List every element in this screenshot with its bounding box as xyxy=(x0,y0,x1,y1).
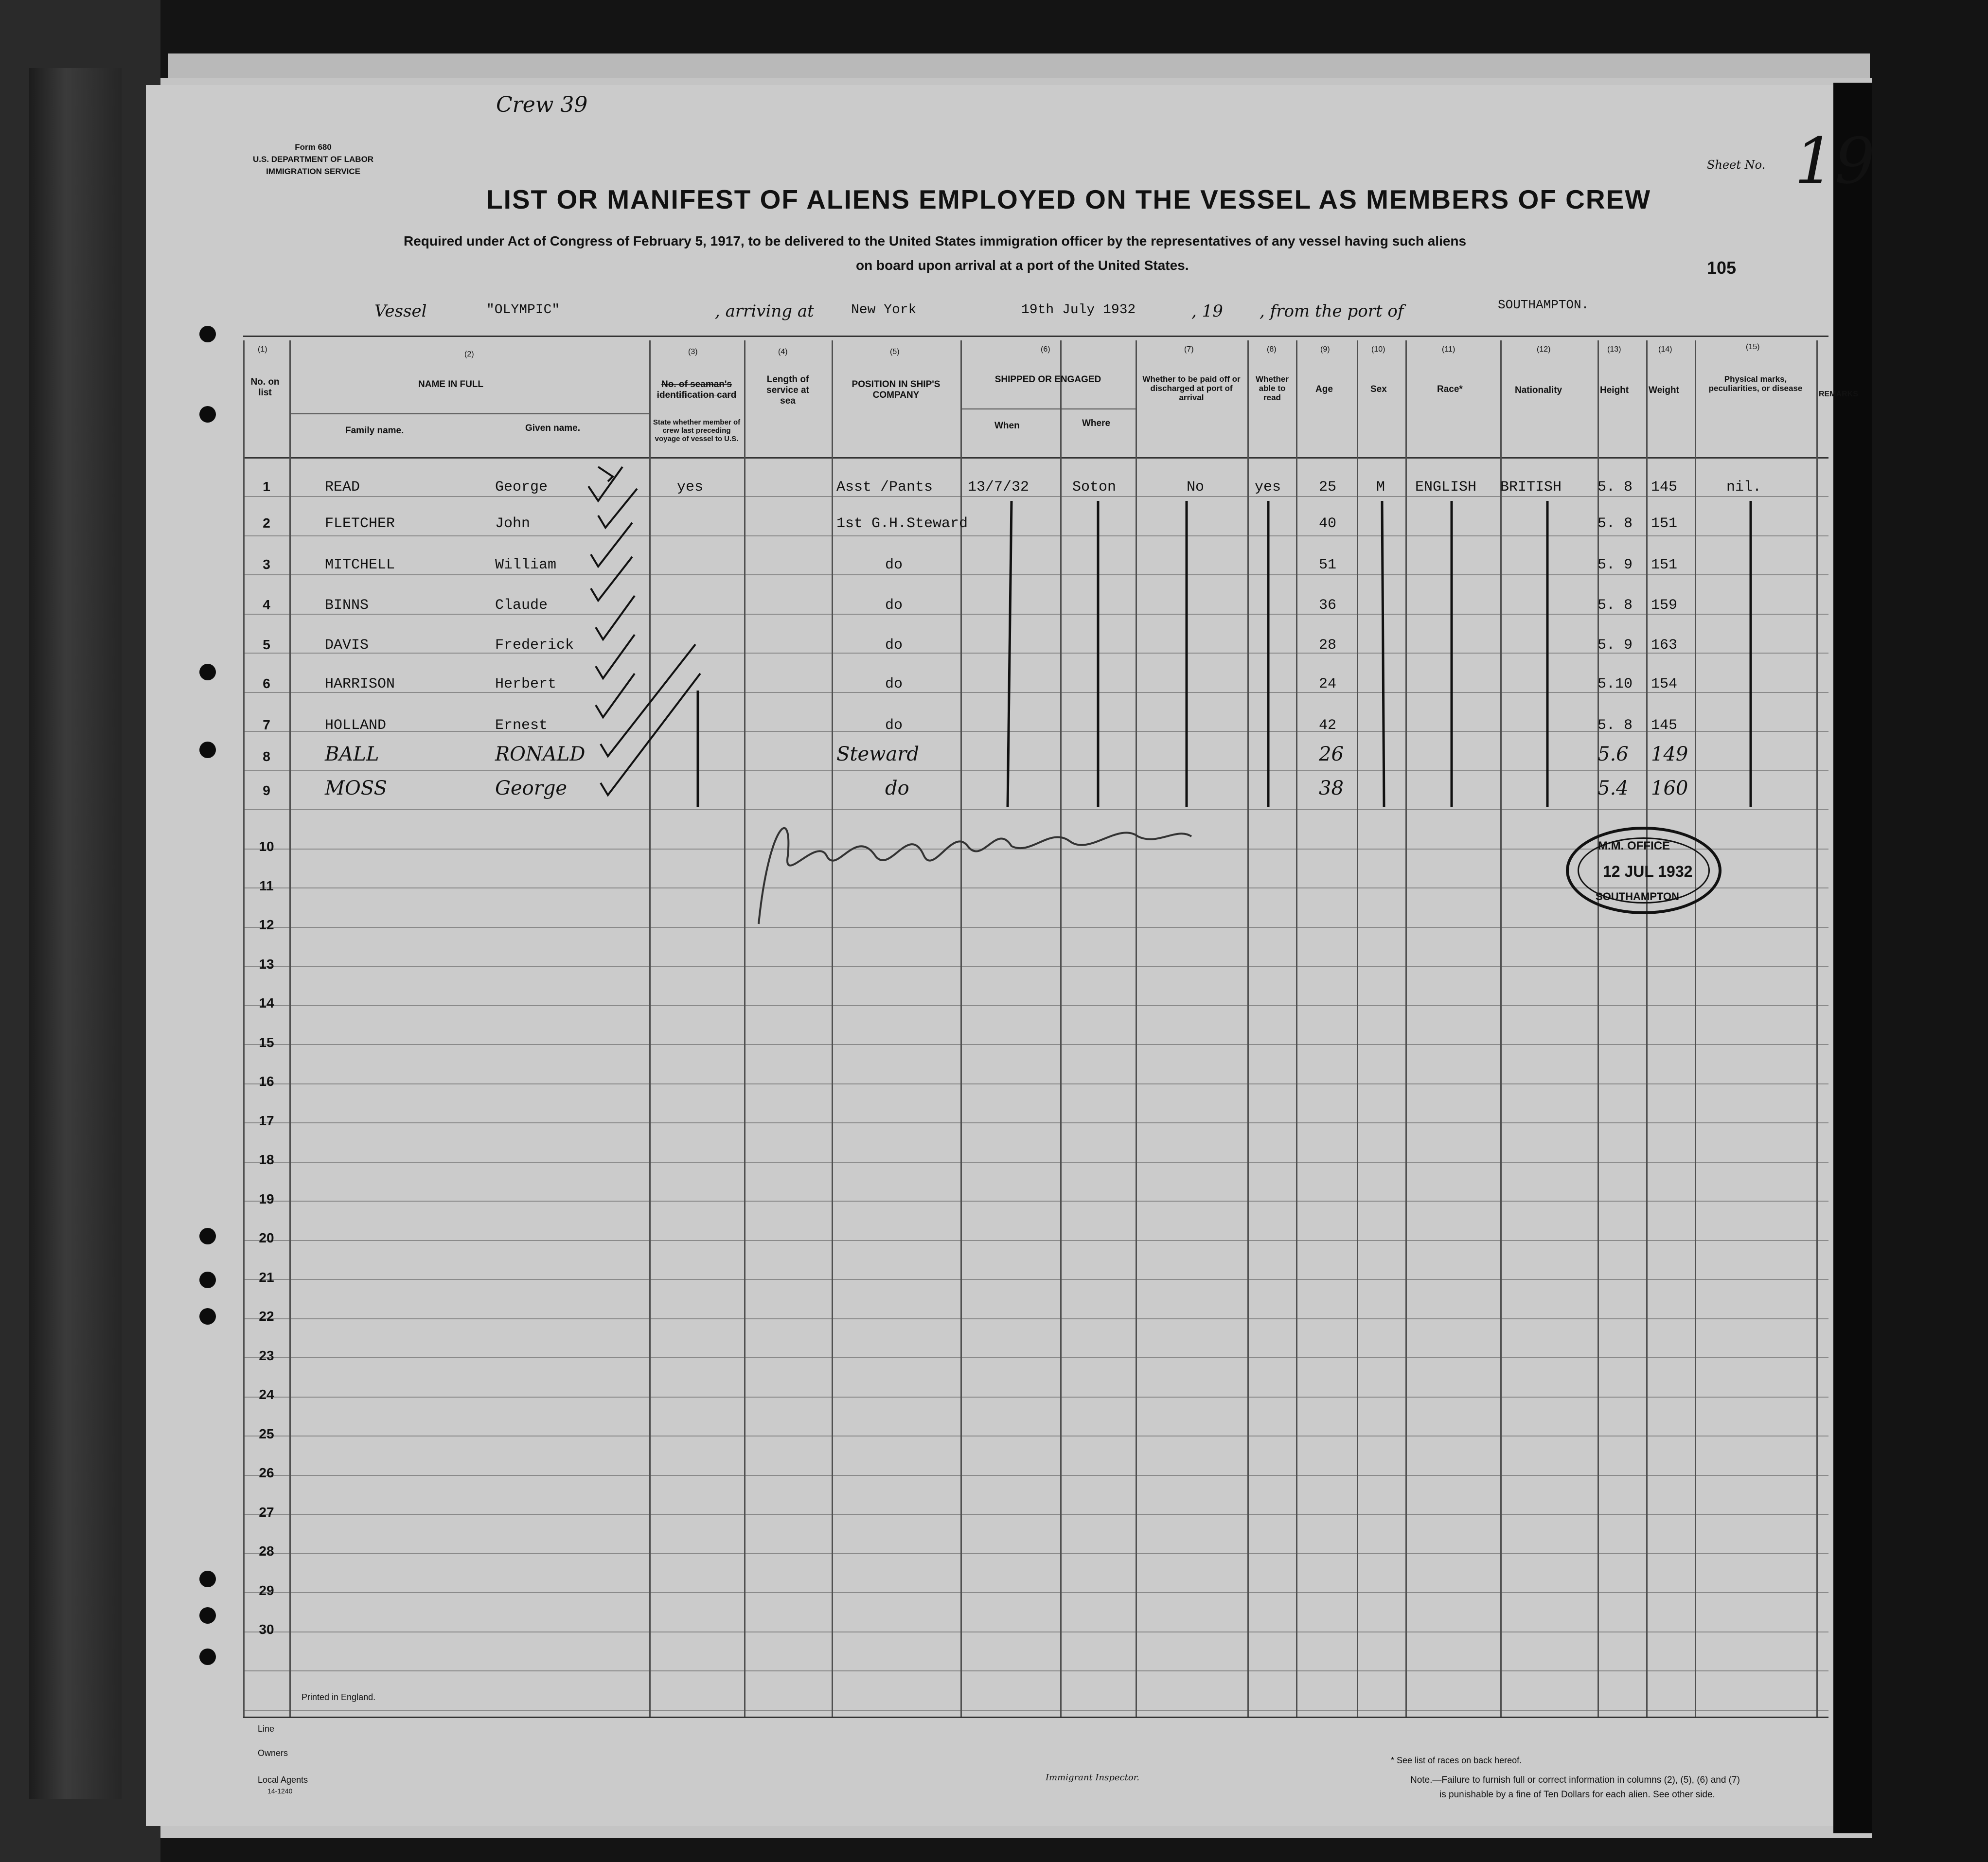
rownum-cell: 6 xyxy=(263,676,270,691)
family-name: MOSS xyxy=(325,777,387,799)
col9-label: Age xyxy=(1315,384,1333,394)
inspector-label: Immigrant Inspector. xyxy=(1046,1773,1140,1783)
family-name: HARRISON xyxy=(325,676,395,692)
col1-label: No. on list xyxy=(250,377,280,398)
col5-num: (5) xyxy=(890,348,900,356)
given-name: Claude xyxy=(495,597,548,614)
weight: 163 xyxy=(1651,637,1678,654)
rownum-cell: 7 xyxy=(263,717,270,732)
col8-label: Whether able to read xyxy=(1256,374,1289,402)
page-title: LIST OR MANIFEST OF ALIENS EMPLOYED ON THE VESSEL AS MEMBERS OF CREW xyxy=(486,184,1651,214)
height: 5.6 xyxy=(1598,743,1629,765)
col12-label: Nationality xyxy=(1515,385,1562,395)
family-name: MITCHELL xyxy=(325,557,395,573)
col10-label: Sex xyxy=(1370,384,1387,394)
position: do xyxy=(885,637,903,654)
given-name: John xyxy=(495,515,531,532)
col11-label: Race* xyxy=(1437,384,1463,394)
row-number: 22 xyxy=(259,1309,274,1324)
given-name: George xyxy=(495,479,548,496)
col15-num: (15) xyxy=(1746,343,1760,351)
shipped-where: Soton xyxy=(1072,479,1117,496)
family-name: BINNS xyxy=(325,597,369,614)
checkmark xyxy=(591,523,632,567)
col2-given-label: Given name. xyxy=(525,423,580,433)
height: 5. 9 xyxy=(1598,557,1633,573)
checkmark xyxy=(596,674,635,717)
arrival-date: 19th July 1932 xyxy=(1021,302,1136,318)
vessel-name: "OLYMPIC" xyxy=(486,302,560,318)
stamp-bottom: SOUTHAMPTON xyxy=(1596,890,1679,903)
col15-label: Physical marks, peculiarities, or disease xyxy=(1708,374,1803,393)
shipped-when: 13/7/32 xyxy=(968,479,1030,496)
col14-label: Weight xyxy=(1649,385,1679,395)
checkmark xyxy=(596,596,635,639)
height: 5.4 xyxy=(1598,777,1629,799)
page-code: 105 xyxy=(1707,258,1737,278)
col6-where-label: Where xyxy=(1082,418,1111,428)
position: do xyxy=(885,717,903,734)
height: 5. 8 xyxy=(1598,597,1633,614)
form-number: Form 680 xyxy=(295,142,332,152)
given-name: George xyxy=(495,777,568,799)
able-to-read: yes xyxy=(1255,479,1281,496)
row-number: 29 xyxy=(259,1582,274,1598)
family-name: HOLLAND xyxy=(325,717,387,734)
height: 5.10 xyxy=(1598,676,1633,692)
col13-label: Height xyxy=(1600,385,1629,395)
printed-note: Printed in England. xyxy=(302,1692,376,1702)
sheet-number: 19 xyxy=(1794,124,1875,198)
checkmark xyxy=(596,635,635,678)
office-stamp xyxy=(1566,827,1722,914)
checkmark xyxy=(598,489,637,528)
paid-off: No xyxy=(1187,479,1205,496)
given-name: Herbert xyxy=(495,676,557,692)
sheet-label: Sheet No. xyxy=(1707,158,1766,172)
age: 51 xyxy=(1319,557,1337,573)
col13-num: (13) xyxy=(1607,345,1621,354)
rownum-cell: 1 xyxy=(263,479,270,494)
rownum-cell: 5 xyxy=(263,637,270,652)
year-label: , 19 xyxy=(1191,301,1223,321)
rownum-cell: 9 xyxy=(263,783,270,798)
col9-num: (9) xyxy=(1320,345,1330,354)
from-port: SOUTHAMPTON. xyxy=(1498,298,1589,312)
rownum-cell: 3 xyxy=(263,557,270,572)
row-number: 15 xyxy=(259,1034,274,1050)
weight: 154 xyxy=(1651,676,1678,692)
col4-label: Length of service at sea xyxy=(766,374,809,406)
col3-label: No. of seaman's identification card xyxy=(657,379,737,400)
row-number: 16 xyxy=(259,1074,274,1089)
row-number: 23 xyxy=(259,1348,274,1363)
fine-note-1: Note.—Failure to furnish full or correct information in columns (2), (5), (6) and (7) xyxy=(1410,1775,1740,1785)
agents-label: Local Agents xyxy=(258,1775,308,1785)
subtitle-line2: on board upon arrival at a port of the United States. xyxy=(856,258,1189,273)
previous-voyage: yes xyxy=(677,479,704,496)
position: Steward xyxy=(836,743,919,765)
service: IMMIGRATION SERVICE xyxy=(266,167,361,176)
height: 5. 8 xyxy=(1598,717,1633,734)
position: do xyxy=(885,676,903,692)
row-number: 11 xyxy=(259,878,274,893)
number-mark xyxy=(598,467,613,481)
row-number: 28 xyxy=(259,1543,274,1559)
row-number: 25 xyxy=(259,1426,274,1441)
row-number: 30 xyxy=(259,1622,274,1637)
row-number: 13 xyxy=(259,956,274,972)
nationality: BRITISH xyxy=(1500,479,1562,496)
department: U.S. DEPARTMENT OF LABOR xyxy=(253,155,374,164)
col14-num: (14) xyxy=(1658,345,1672,354)
races-note: * See list of races on back hereof. xyxy=(1391,1756,1522,1765)
age: 36 xyxy=(1319,597,1337,614)
row-number: 18 xyxy=(259,1152,274,1167)
position: Asst /Pants xyxy=(836,479,933,496)
col12-num: (12) xyxy=(1537,345,1551,354)
rownum-cell: 2 xyxy=(263,515,270,531)
given-name: William xyxy=(495,557,557,573)
ditto-strokes xyxy=(698,501,1751,807)
arrival-port: New York xyxy=(851,302,917,318)
arriving-label: , arriving at xyxy=(715,301,814,321)
fine-note-2: is punishable by a fine of Ten Dollars for each alien. See other side. xyxy=(1439,1790,1715,1800)
row-number: 17 xyxy=(259,1113,274,1128)
height: 5. 8 xyxy=(1598,479,1633,496)
weight: 149 xyxy=(1651,743,1688,765)
col16-label: REMARKS xyxy=(1819,390,1858,398)
checkmarks xyxy=(588,467,700,795)
form-code: 14-1240 xyxy=(267,1787,293,1795)
height: 5. 8 xyxy=(1598,515,1633,532)
height: 5. 9 xyxy=(1598,637,1633,654)
col2-label: NAME IN FULL xyxy=(418,379,484,390)
age: 26 xyxy=(1319,743,1344,765)
position: do xyxy=(885,597,903,614)
row-number: 19 xyxy=(259,1191,274,1206)
col11-num: (11) xyxy=(1442,345,1456,354)
col10-num: (10) xyxy=(1371,345,1385,354)
weight: 151 xyxy=(1651,515,1678,532)
stamp-date: 12 JUL 1932 xyxy=(1603,863,1693,880)
col4-num: (4) xyxy=(778,348,788,356)
stamp-top: M.M. OFFICE xyxy=(1598,839,1670,852)
family-name: FLETCHER xyxy=(325,515,395,532)
race: ENGLISH xyxy=(1415,479,1477,496)
weight: 159 xyxy=(1651,597,1678,614)
vessel-label: Vessel xyxy=(374,301,427,321)
row-number: 26 xyxy=(259,1465,274,1480)
col7-label: Whether to be paid off or discharged at port of arrival xyxy=(1142,374,1241,402)
family-name: DAVIS xyxy=(325,637,369,654)
age: 40 xyxy=(1319,515,1337,532)
age: 42 xyxy=(1319,717,1337,734)
col2-num: (2) xyxy=(464,350,474,358)
row-number: 24 xyxy=(259,1387,274,1402)
checkmark xyxy=(601,674,700,795)
weight: 160 xyxy=(1651,777,1688,799)
col1-num: (1) xyxy=(258,345,267,354)
col3-note: State whether member of crew last preceding voyage of vessel to U.S. xyxy=(653,418,741,443)
col8-num: (8) xyxy=(1267,345,1277,354)
inspector-signature xyxy=(759,828,1191,924)
subtitle-line1: Required under Act of Congress of February 5, 1917, to be delivered to the United States immigration officer by the representatives of any vessel having such aliens xyxy=(404,233,1467,248)
age: 25 xyxy=(1319,479,1337,496)
ditto-line xyxy=(1382,501,1384,807)
col3-num: (3) xyxy=(688,348,698,356)
age: 24 xyxy=(1319,676,1337,692)
position: 1st G.H.Steward xyxy=(836,515,968,532)
col5-label: POSITION IN SHIP'S COMPANY xyxy=(852,379,941,400)
top-annotation: Crew 39 xyxy=(496,92,588,117)
physical-marks: nil. xyxy=(1726,479,1762,496)
family-name: BALL xyxy=(325,743,379,765)
family-name: READ xyxy=(325,479,360,496)
position: do xyxy=(885,557,903,573)
row-number: 21 xyxy=(259,1269,274,1285)
given-name: Frederick xyxy=(495,637,574,654)
line-label: Line xyxy=(258,1724,275,1734)
row-number: 10 xyxy=(259,839,274,854)
row-number: 27 xyxy=(259,1504,274,1520)
age: 28 xyxy=(1319,637,1337,654)
given-name: RONALD xyxy=(495,743,586,765)
weight: 145 xyxy=(1651,717,1678,734)
weight: 151 xyxy=(1651,557,1678,573)
col6-label: SHIPPED OR ENGAGED xyxy=(994,374,1101,385)
given-name: Ernest xyxy=(495,717,548,734)
col6-when-label: When xyxy=(994,421,1020,431)
row-number: 12 xyxy=(259,917,274,932)
owners-label: Owners xyxy=(258,1748,288,1758)
row-number: 20 xyxy=(259,1230,274,1245)
from-label: , from the port of xyxy=(1260,301,1404,321)
ditto-line xyxy=(1008,501,1012,807)
row-number: 14 xyxy=(259,995,274,1011)
col2-family-label: Family name. xyxy=(345,426,404,436)
age: 38 xyxy=(1319,777,1344,799)
weight: 145 xyxy=(1651,479,1678,496)
col7-num: (7) xyxy=(1184,345,1194,354)
position: do xyxy=(885,777,909,799)
col6-num: (6) xyxy=(1041,345,1050,354)
rownum-cell: 4 xyxy=(263,597,270,612)
rownum-cell: 8 xyxy=(263,749,270,764)
sex: M xyxy=(1376,479,1385,496)
